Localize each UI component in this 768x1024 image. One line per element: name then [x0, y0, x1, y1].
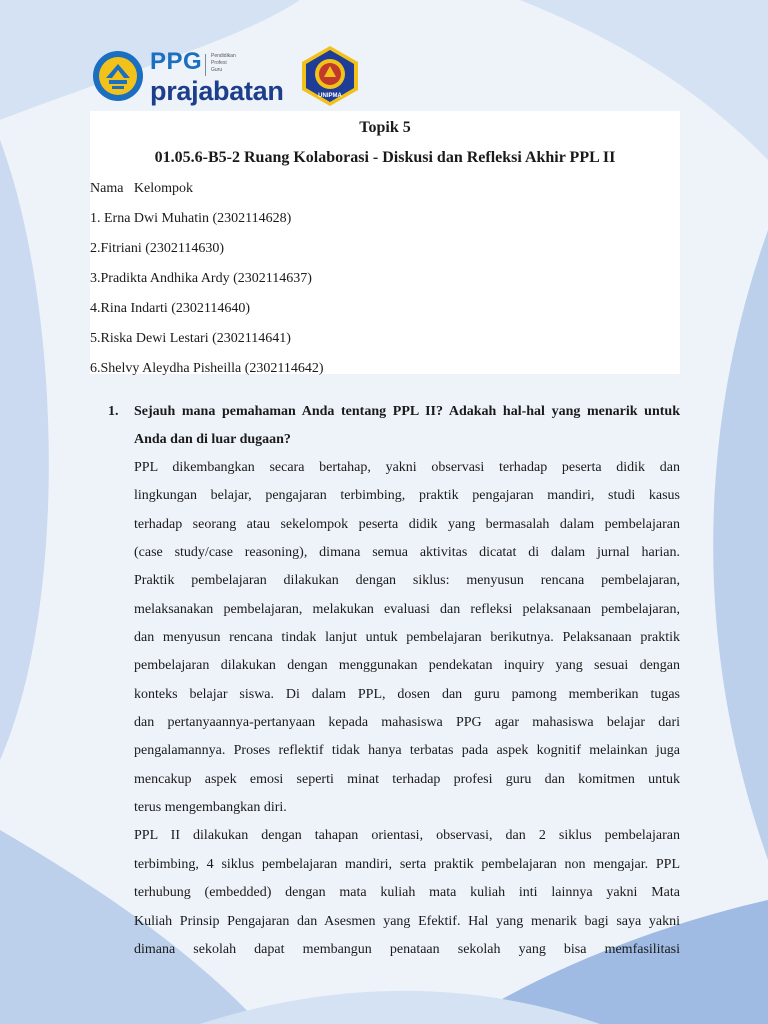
topic-subtitle: 01.05.6-B5-2 Ruang Kolaborasi - Diskusi dan Refleksi Akhir PPL II	[154, 149, 616, 166]
member-item: 6.Shelvy Aleydha Pisheilla (2302114642)	[90, 361, 324, 376]
topic-title: Topik 5	[359, 119, 411, 136]
main-content	[108, 398, 680, 964]
paragraph-line: lingkungan belajar, pengajaran terbimbing, praktik pengajaran mandiri, studi kasus	[134, 488, 680, 504]
answer-paragraph-1	[134, 454, 680, 822]
paragraph-line: Kuliah Prinsip Pengajaran dan Asesmen yang Efektif. Hal yang menarik bagi saya yakni	[134, 913, 680, 929]
paragraph-line: dan pertanyaannya-pertanyaan kepada mahasiswa PPG agar mahasiswa belajar dari	[134, 715, 680, 731]
kemendikbud-emblem-icon	[92, 48, 144, 104]
background-wave-right	[713, 230, 768, 860]
paragraph-line: terhadap seorang atau sekelompok peserta didik yang bermasalah dalam pembelajaran	[134, 516, 680, 532]
brand-divider	[205, 54, 206, 76]
paragraph-line: konteks belajar siswa. Di dalam PPL, dosen dan guru pamong memberikan tugas	[134, 686, 680, 702]
paragraph-line: pengalamannya. Proses reflektif tidak hanya terbatas pada aspek kognitif melainkan juga	[134, 743, 680, 759]
paragraph-line: pembelajaran dilakukan dengan menggunakan pendekatan inquiry yang sesuai dengan	[134, 658, 680, 674]
header	[92, 44, 692, 110]
unipma-logo-icon	[298, 44, 362, 108]
paragraph-line: mencakup aspek emosi seperti minat terhadap profesi guru dan komitmen untuk	[134, 771, 680, 787]
paragraph-line: terbimbing, 4 siklus pembelajaran mandiri, serta praktik pembelajaran non mengajar. PPL	[134, 856, 680, 872]
member-item: 5.Riska Dewi Lestari (2302114641)	[90, 331, 291, 346]
title-box	[90, 111, 680, 374]
members-heading: Nama Kelompok	[90, 181, 194, 196]
paragraph-line: dan menyusun rencana tindak lanjut untuk pembelajaran berikutnya. Pelaksanaan praktik	[134, 630, 680, 646]
paragraph-line: PPL II dilakukan dengan tahapan orientasi, observasi, dan 2 siklus pembelajaran	[134, 828, 680, 844]
paragraph-line: PPL dikembangkan secara bertahap, yakni observasi terhadap peserta didik dan	[134, 460, 680, 475]
answer-paragraph-2	[134, 822, 680, 964]
member-item: 2.Fitriani (2302114630)	[90, 241, 225, 256]
member-item: 1. Erna Dwi Muhatin (2302114628)	[90, 211, 292, 226]
paragraph-line: dimana sekolah dapat membangun penataan sekolah yang bisa memfasilitasi	[134, 941, 680, 957]
member-item: 4.Rina Indarti (2302114640)	[90, 301, 251, 316]
question-1	[108, 398, 680, 454]
brand-prajabatan-label: prajabatan	[150, 76, 284, 106]
member-list	[90, 181, 680, 391]
paragraph-line: terus mengembangkan diri.	[134, 800, 287, 816]
unipma-label: UNIPMA	[318, 93, 342, 99]
brand-small-label: Pendidikan Profesi Guru	[211, 53, 236, 73]
question-text: Sejauh mana pemahaman Anda tentang PPL II? Adakah hal-hal yang menarik untuk Anda dan di luar dugaan?	[134, 404, 680, 447]
member-item: 3.Pradikta Andhika Ardy (2302114637)	[90, 271, 312, 286]
brand-ppg-label: PPG	[150, 48, 203, 75]
paragraph-line: (case study/case reasoning), dimana semua aktivitas dicatat di dalam jurnal harian.	[134, 545, 680, 561]
question-number: 1.	[108, 404, 119, 419]
paragraph-line: melaksanakan pembelajaran, melakukan evaluasi dan refleksi pelaksanaan pembelajaran,	[134, 601, 680, 617]
paragraph-line: Praktik pembelajaran dilakukan dengan siklus: menyusun rencana pembelajaran,	[134, 573, 680, 589]
background-wave-left	[0, 140, 49, 760]
paragraph-line: terhubung (embedded) dengan mata kuliah mata kuliah inti lainnya yakni Mata	[134, 885, 680, 901]
